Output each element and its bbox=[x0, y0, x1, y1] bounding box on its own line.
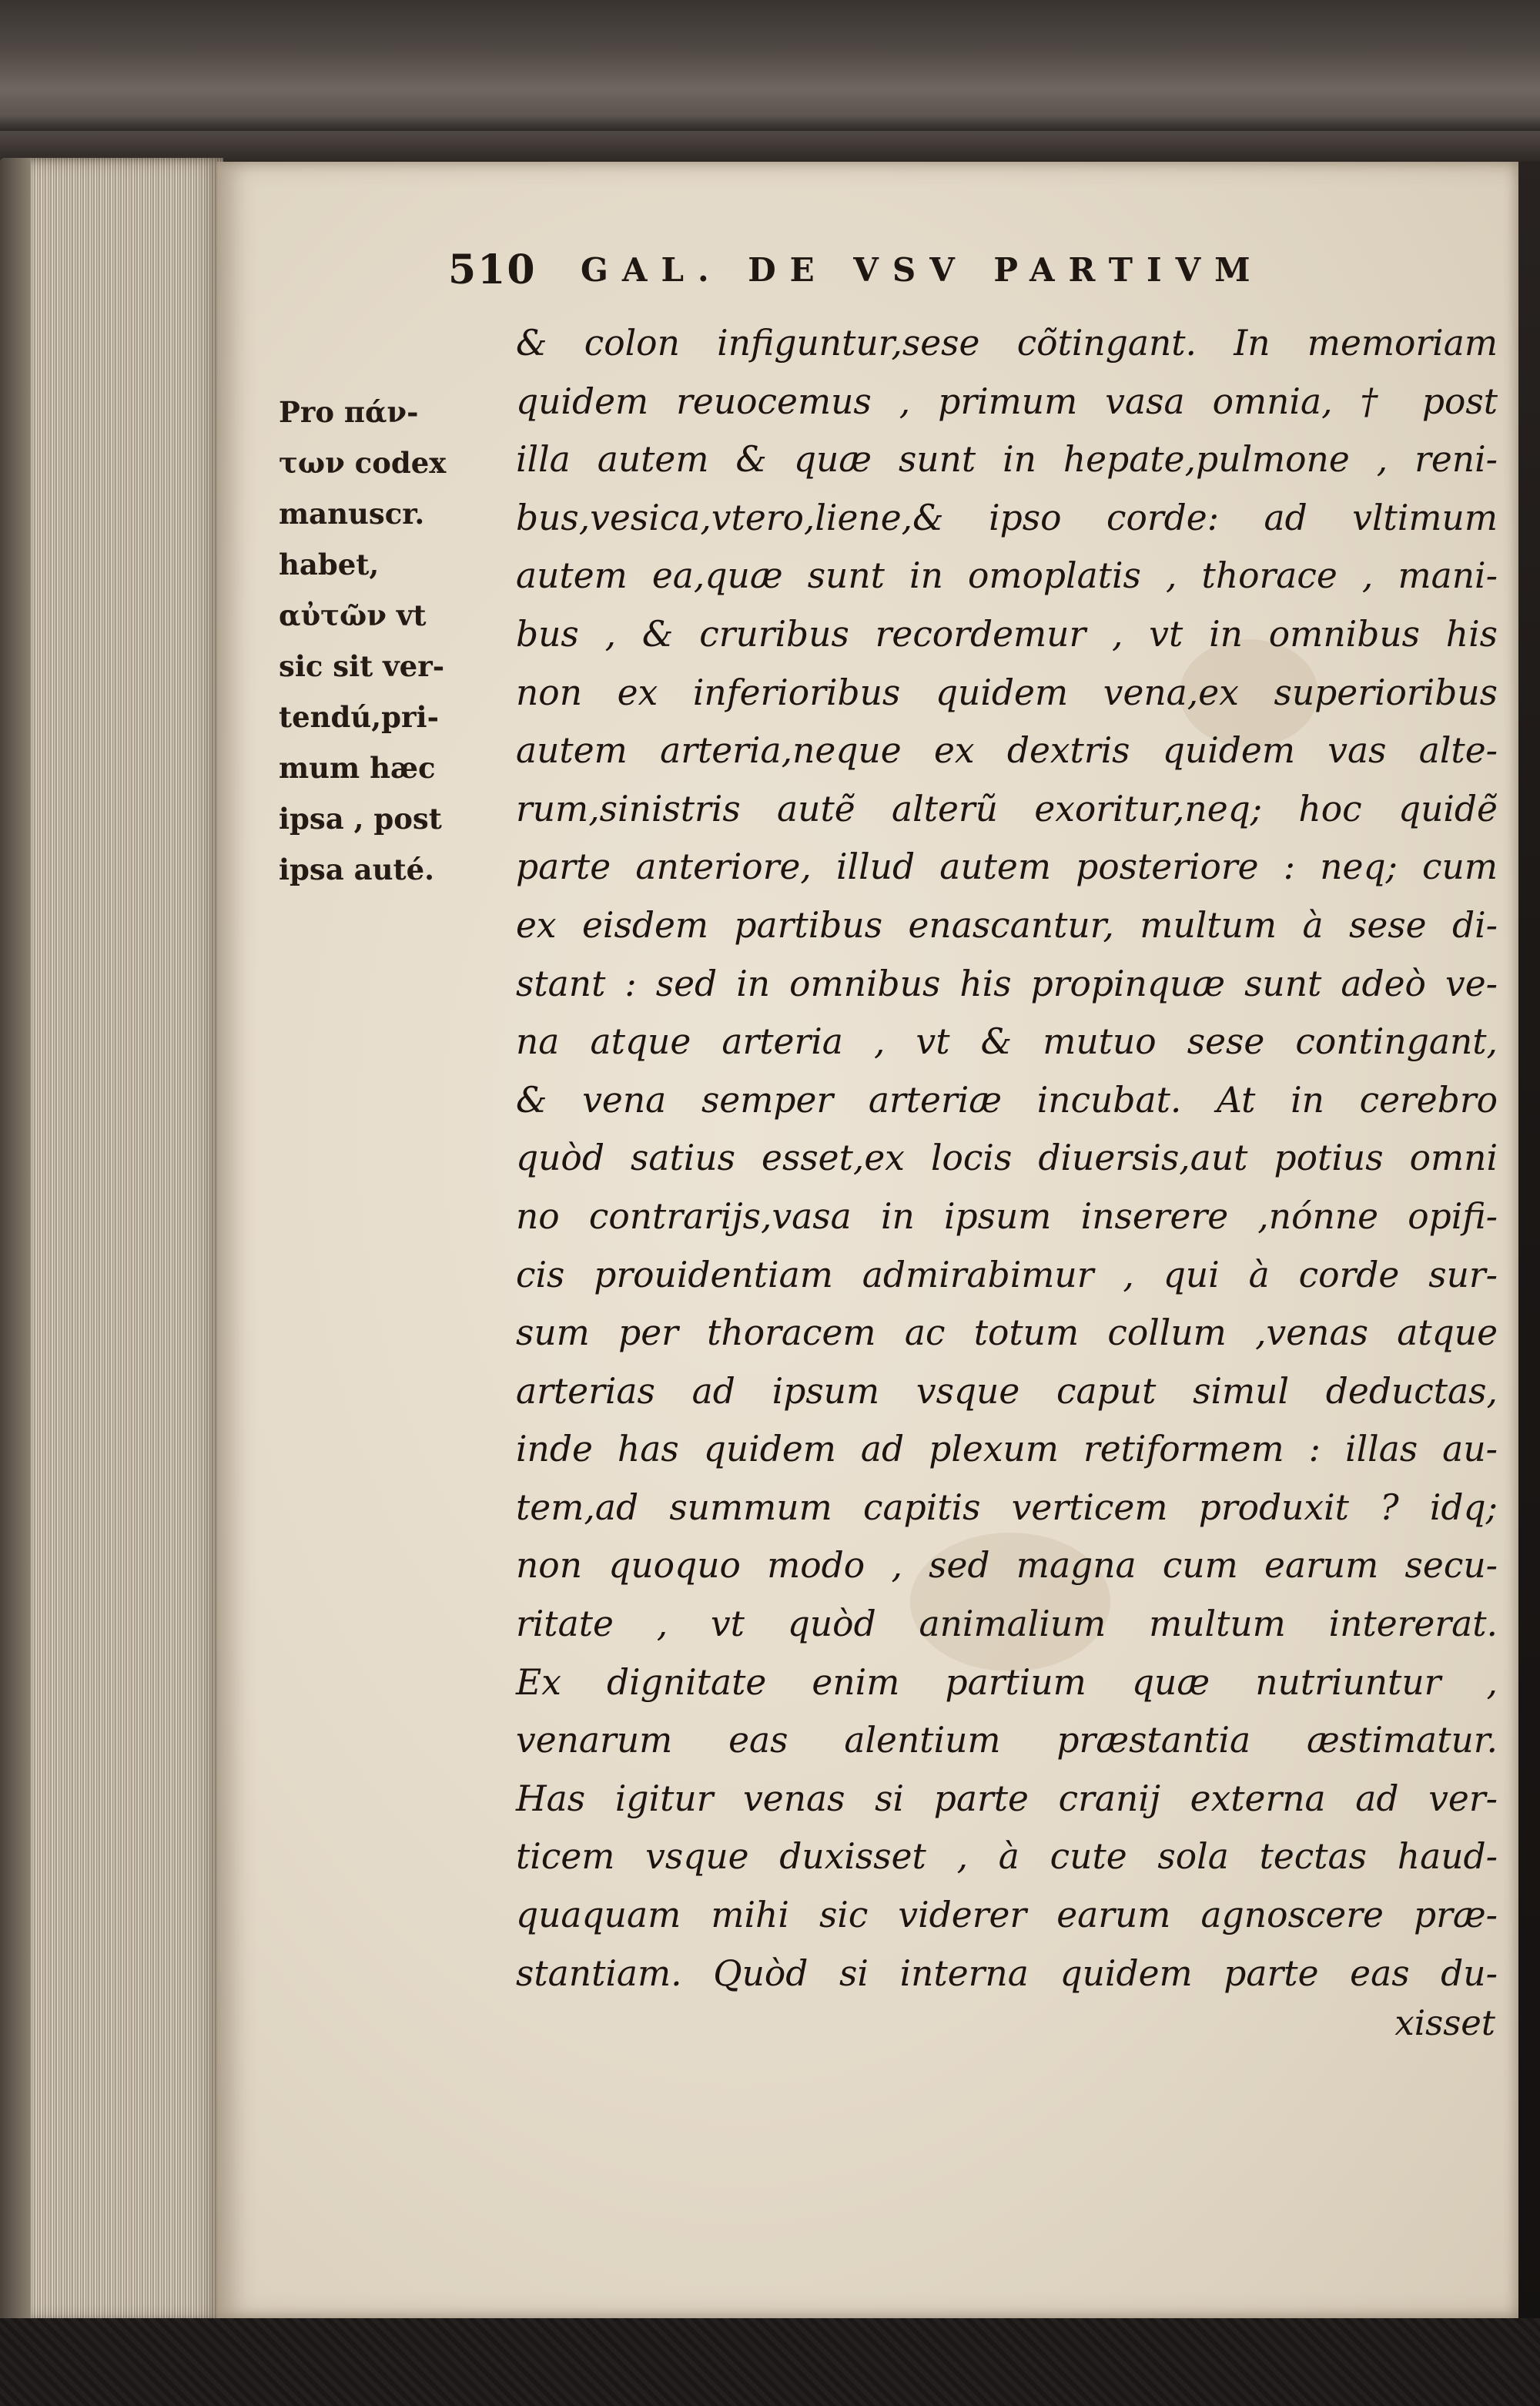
margin-note-line: ipsa auté. bbox=[279, 853, 435, 886]
margin-note-line: Pro πάν- bbox=[279, 395, 419, 429]
margin-note-line: habet, bbox=[279, 548, 380, 581]
text-line: bus,vesica,vtero,liene,& ipso corde: ad vltimum bbox=[516, 497, 1498, 538]
page-edges bbox=[0, 158, 223, 2322]
margin-note-line: ipsa , post bbox=[279, 802, 442, 836]
main-text-block bbox=[516, 314, 1498, 2002]
text-line: non quoquo modo , sed magna cum earum secu- bbox=[516, 1545, 1498, 1587]
margin-note bbox=[279, 387, 502, 895]
margin-note-line: mum hæc bbox=[279, 751, 436, 785]
text-line: non ex inferioribus quidem vena,ex superioribus bbox=[516, 672, 1498, 713]
text-line: quòd satius esset,ex locis diuersis,aut potius omni bbox=[516, 1138, 1498, 1179]
text-line: venarum eas alentium præstantia æstimatur. bbox=[516, 1720, 1498, 1761]
text-line: cis prouidentiam admirabimur , qui à corde sur- bbox=[516, 1254, 1498, 1295]
text-line: illa autem & quæ sunt in hepate,pulmone , reni- bbox=[516, 439, 1498, 481]
text-line: no contrarijs,vasa in ipsum inserere ,nónne opifi- bbox=[516, 1195, 1498, 1237]
text-line: na atque arteria , vt & mutuo sese contingant, bbox=[516, 1021, 1498, 1063]
margin-note-line: των codex bbox=[279, 446, 447, 480]
margin-note-line: sic sit ver- bbox=[279, 649, 445, 683]
margin-note-line: manuscr. bbox=[279, 497, 425, 531]
book-page bbox=[217, 162, 1518, 2318]
text-line: Has igitur venas si parte cranij externa ad ver- bbox=[516, 1778, 1498, 1819]
margin-note-line: tendú,pri- bbox=[279, 700, 439, 734]
text-line: ticem vsque duxisset , à cute sola tectas haud- bbox=[516, 1836, 1498, 1878]
background-cloth bbox=[0, 2318, 1540, 2406]
text-line: Ex dignitate enim partium quæ nutriuntur , bbox=[516, 1661, 1498, 1703]
text-line: rum,sinistris autẽ alterũ exoritur,neq; hoc quidẽ bbox=[516, 788, 1498, 829]
text-line: & vena semper arteriæ incubat. At in cerebro bbox=[516, 1079, 1498, 1121]
text-line: autem arteria,neque ex dextris quidem vas alte- bbox=[516, 730, 1498, 772]
text-line: arterias ad ipsum vsque caput simul deductas, bbox=[516, 1370, 1498, 1412]
text-line: stant : sed in omnibus his propinquæ sunt adeò ve- bbox=[516, 963, 1498, 1004]
text-line: quidem reuocemus , primum vasa omnia, † post bbox=[516, 380, 1498, 422]
text-line: ritate , vt quòd animalium multum intererat. bbox=[516, 1603, 1498, 1645]
page-number: 510 bbox=[448, 246, 537, 293]
text-line: inde has quidem ad plexum retiformem : illas au- bbox=[516, 1429, 1498, 1470]
text-line: bus , & cruribus recordemur , vt in omnibus his bbox=[516, 613, 1498, 655]
text-line: tem,ad summum capitis verticem produxit ? idq; bbox=[516, 1486, 1498, 1528]
margin-note-line: αὐτῶν vt bbox=[279, 598, 427, 632]
text-line: sum per thoracem ac totum collum ,venas atque bbox=[516, 1312, 1498, 1354]
text-line: ex eisdem partibus enascantur, multum à sese di- bbox=[516, 904, 1498, 946]
book-binding-top bbox=[0, 0, 1540, 162]
text-line: autem ea,quæ sunt in omoplatis , thorace , mani- bbox=[516, 555, 1498, 597]
running-title: GAL. DE VSV PARTIVM bbox=[581, 251, 1264, 289]
text-line: parte anteriore, illud autem posteriore : neq; cum bbox=[516, 846, 1498, 888]
page-header bbox=[448, 246, 1449, 308]
catchword: xisset bbox=[1394, 2002, 1495, 2043]
text-line: & colon infiguntur,sese cõtingant. In memoriam bbox=[516, 323, 1498, 364]
text-line: quaquam mihi sic viderer earum agnoscere præ- bbox=[516, 1895, 1498, 1936]
text-line: stantiam. Quòd si interna quidem parte eas du- bbox=[516, 1952, 1498, 1994]
